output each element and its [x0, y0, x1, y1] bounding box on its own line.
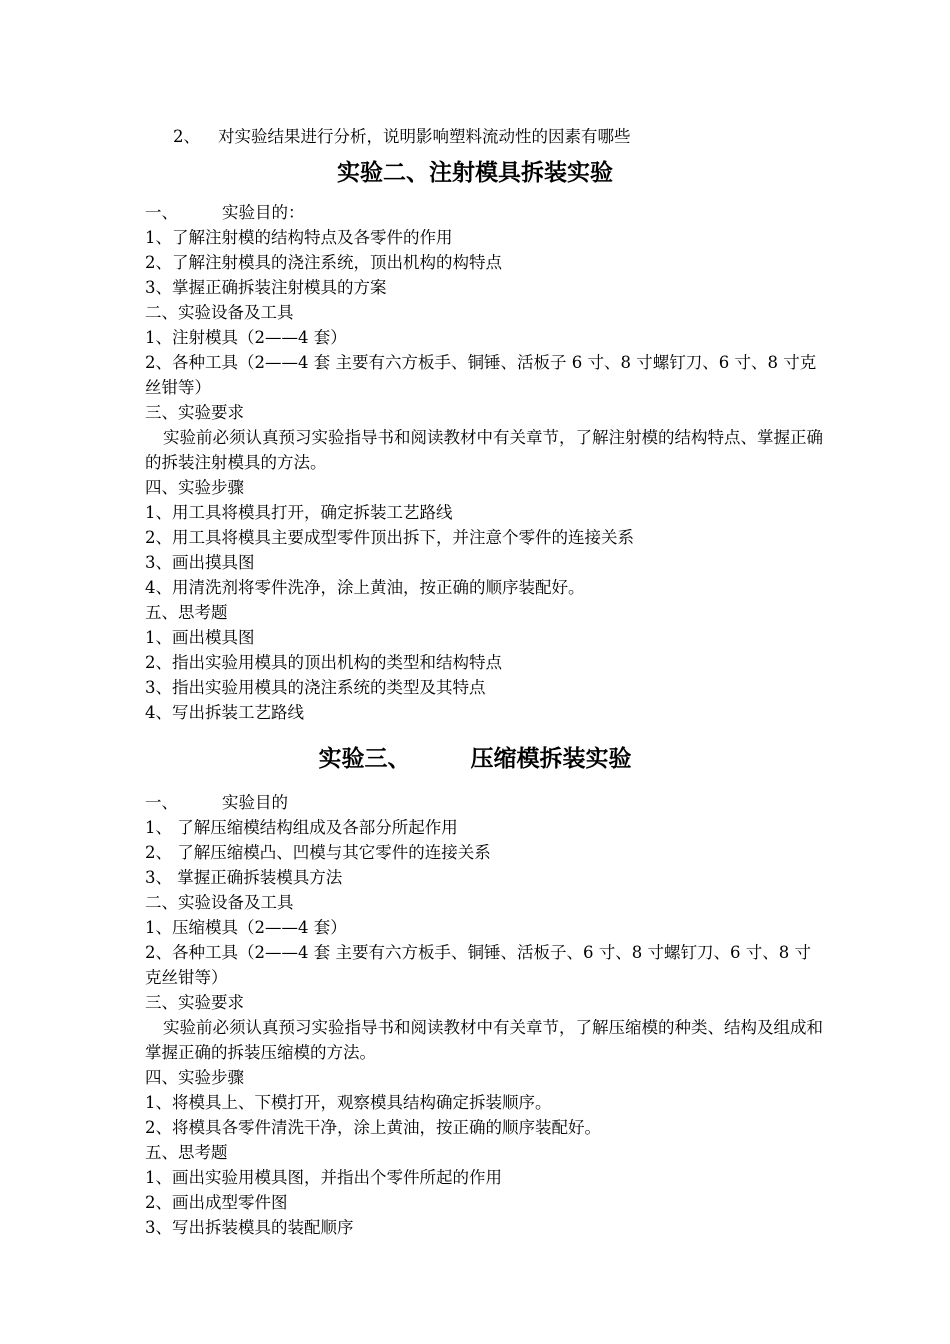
list-item: 3、掌握正确拆装注射模具的方案: [145, 278, 387, 297]
subsection-heading: 三、实验要求: [145, 403, 244, 422]
subsection-title: 实验目的：: [222, 203, 305, 222]
paragraph: 实验前必须认真预习实验指导书和阅读教材中有关章节，了解注射模的结构特点、掌握正确的拆装注射模具的方法。: [145, 428, 823, 472]
list-item: 4、写出拆装工艺路线: [145, 703, 304, 722]
list-item: 2、了解注射模具的浇注系统，顶出机构的构特点: [145, 253, 502, 272]
subsection-heading: 五、思考题: [145, 603, 228, 622]
list-item: 2、各种工具（2——4 套 主要有六方板手、铜锤、活板子 6 寸、8 寸螺钉刀、6 寸、8 寸克丝钳等）: [145, 353, 817, 397]
subsection-heading: [145, 790, 825, 815]
subsection-heading: 四、实验步骤: [145, 1068, 244, 1087]
item-number: 2、: [173, 127, 200, 146]
list-item: 1、画出模具图: [145, 628, 255, 647]
document-body: [145, 124, 825, 1240]
list-item: 1、注射模具（2——4 套）: [145, 328, 347, 347]
list-item: 1、了解注射模的结构特点及各零件的作用: [145, 228, 453, 247]
subsection-heading: [145, 200, 825, 225]
list-item: 2、指出实验用模具的顶出机构的类型和结构特点: [145, 653, 502, 672]
list-item: 3、画出摸具图: [145, 553, 255, 572]
list-item: 1、用工具将模具打开，确定拆装工艺路线: [145, 503, 453, 522]
section-heading-exp3: [145, 728, 805, 790]
list-item: 4、用清洗剂将零件洗净，涂上黄油，按正确的顺序装配好。: [145, 578, 585, 597]
list-item: 2、 了解压缩模凸、凹模与其它零件的连接关系: [145, 843, 491, 862]
paragraph: 实验前必须认真预习实验指导书和阅读教材中有关章节，了解压缩模的种类、结构及组成和掌握正确的拆装压缩模的方法。: [145, 1018, 823, 1062]
list-item: 3、 掌握正确拆装模具方法: [145, 868, 343, 887]
subsection-heading: 二、实验设备及工具: [145, 303, 294, 322]
subsection-heading: 二、实验设备及工具: [145, 893, 294, 912]
list-item: 3、写出拆装模具的装配顺序: [145, 1218, 354, 1237]
section-heading-exp2: 实验二、注射模具拆装实验: [337, 160, 613, 186]
subsection-title: 实验目的: [222, 793, 288, 812]
list-item: 2、画出成型零件图: [145, 1193, 288, 1212]
subsection-heading: 四、实验步骤: [145, 478, 244, 497]
list-item: 2、用工具将模具主要成型零件顶出拆下，并注意个零件的连接关系: [145, 528, 634, 547]
item-text: 对实验结果进行分析，说明影响塑料流动性的因素有哪些: [218, 127, 631, 146]
subsection-heading: 三、实验要求: [145, 993, 244, 1012]
subsection-number: 一、: [145, 793, 178, 812]
list-item: 2、各种工具（2——4 套 主要有六方板手、铜锤、活板子、6 寸、8 寸螺钉刀、6 寸、8 寸克丝钳等）: [145, 943, 811, 987]
list-item: 1、压缩模具（2——4 套）: [145, 918, 347, 937]
list-item: 2、将模具各零件清洗干净，涂上黄油，按正确的顺序装配好。: [145, 1118, 601, 1137]
list-item: 1、将模具上、下模打开，观察模具结构确定拆装顺序。: [145, 1093, 552, 1112]
list-item: 3、指出实验用模具的浇注系统的类型及其特点: [145, 678, 486, 697]
section-heading-number: 实验三、: [318, 746, 411, 772]
list-item: 1、 了解压缩模结构组成及各部分所起作用: [145, 818, 458, 837]
subsection-heading: 五、思考题: [145, 1143, 228, 1162]
section-heading-title: 压缩模拆装实验: [470, 746, 632, 772]
list-item: 1、画出实验用模具图，并指出个零件所起的作用: [145, 1168, 502, 1187]
subsection-number: 一、: [145, 203, 178, 222]
